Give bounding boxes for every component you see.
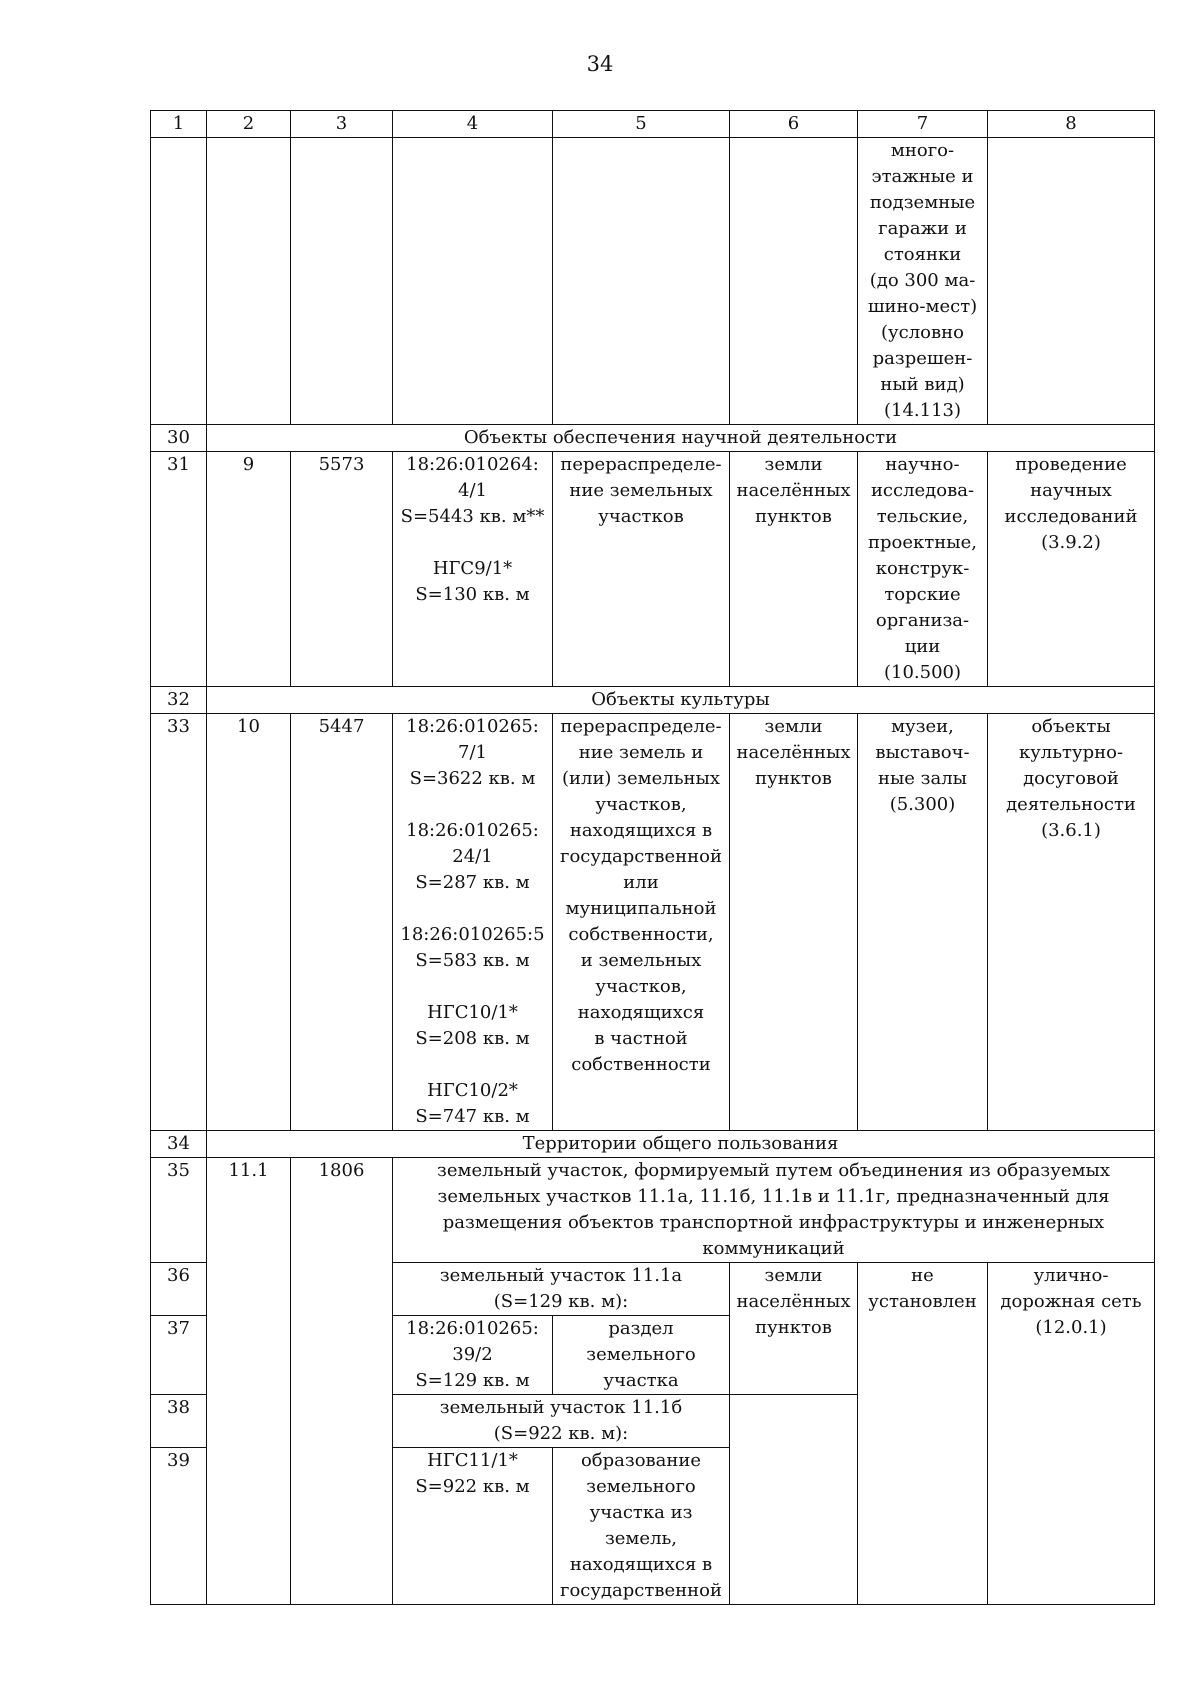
header-cell: 5 [553,111,730,138]
table-cell: 9 [207,452,291,687]
table-cell [553,138,730,425]
header-cell: 1 [151,111,207,138]
header-cell: 3 [291,111,393,138]
table-cell [291,138,393,425]
table-cell: НГС11/1* S=922 кв. м [393,1448,553,1605]
row-number: 31 [151,452,207,687]
table-cell [151,138,207,425]
row-number: 34 [151,1131,207,1158]
table-cell: земли населённых пунктов [730,1263,858,1395]
row-number: 33 [151,714,207,1131]
row-number: 36 [151,1263,207,1316]
section-title: Территории общего пользования [207,1131,1155,1158]
table-cell: перераспределе- ние земельных участков [553,452,730,687]
table-cell [730,1395,858,1605]
table-cell: 1806 [291,1158,393,1605]
table-row [151,714,1155,1131]
table-cell: земли населённых пунктов [730,714,858,1131]
table-cell [207,138,291,425]
row-number: 39 [151,1448,207,1605]
table-cell: 18:26:010265: 7/1 S=3622 кв. м 18:26:010265: 24/1 S=287 кв. м 18:26:010265:5 S=583 кв. м НГС10/1* S=208 кв. м НГС10/2* S=747 кв. м [393,714,553,1131]
header-cell: 6 [730,111,858,138]
header-cell: 2 [207,111,291,138]
table-cell: 18:26:010265: 39/2 S=129 кв. м [393,1316,553,1395]
table-cell: образование земельного участка из земель, находящихся в государственной [553,1448,730,1605]
section-row [151,1131,1155,1158]
row-number: 38 [151,1395,207,1448]
row-number: 35 [151,1158,207,1263]
section-title: Объекты культуры [207,687,1155,714]
table-cell: много- этажные и подземные гаражи и стоянки (до 300 ма- шино-мест) (условно разрешен- ный вид) (14.113) [858,138,988,425]
table-cell: проведение научных исследований (3.9.2) [988,452,1155,687]
plot-description: земельный участок, формируемый путем объединения из образуемых земельных участков 11.1а, 11.1б, 11.1в и 11.1г, предназначенный для размещения объектов транспортной инфраструктуры и инженерных коммуникаций [393,1158,1155,1263]
header-cell: 4 [393,111,553,138]
table-cell: 18:26:010264: 4/1 S=5443 кв. м** НГС9/1* S=130 кв. м [393,452,553,687]
section-title: Объекты обеспечения научной деятельности [207,425,1155,452]
table-cell [393,138,553,425]
table-cell: 5447 [291,714,393,1131]
table-cell: земли населённых пунктов [730,452,858,687]
table-cell: музеи, выставоч- ные залы (5.300) [858,714,988,1131]
table-cell: 11.1 [207,1158,291,1605]
table-cell [730,138,858,425]
header-cell: 8 [988,111,1155,138]
table-cell: улично- дорожная сеть (12.0.1) [988,1263,1155,1605]
row-number: 37 [151,1316,207,1395]
sub-plot-title: земельный участок 11.1б (S=922 кв. м): [393,1395,730,1448]
table-row [151,452,1155,687]
header-cell: 7 [858,111,988,138]
table-cell: научно- исследова- тельские, проектные, конструк- торские организа- ции (10.500) [858,452,988,687]
table-cell: 5573 [291,452,393,687]
table-cell: не установлен [858,1263,988,1605]
table-cell [988,138,1155,425]
row-number: 32 [151,687,207,714]
row-number: 30 [151,425,207,452]
header-row [151,111,1155,138]
page-number: 34 [586,52,614,76]
sub-plot-title: земельный участок 11.1а (S=129 кв. м): [393,1263,730,1316]
table-cell: раздел земельного участка [553,1316,730,1395]
table-row [151,1158,1155,1263]
section-row [151,687,1155,714]
table-cell: перераспределе- ние земель и (или) земельных участков, находящихся в государственной или муниципальной собственности, и земельных участков, находящихся в частной собственности [553,714,730,1131]
section-row [151,425,1155,452]
land-plots-table [150,110,1155,1605]
table-cell: объекты культурно- досуговой деятельности (3.6.1) [988,714,1155,1131]
table-cell: 10 [207,714,291,1131]
table-row [151,138,1155,425]
